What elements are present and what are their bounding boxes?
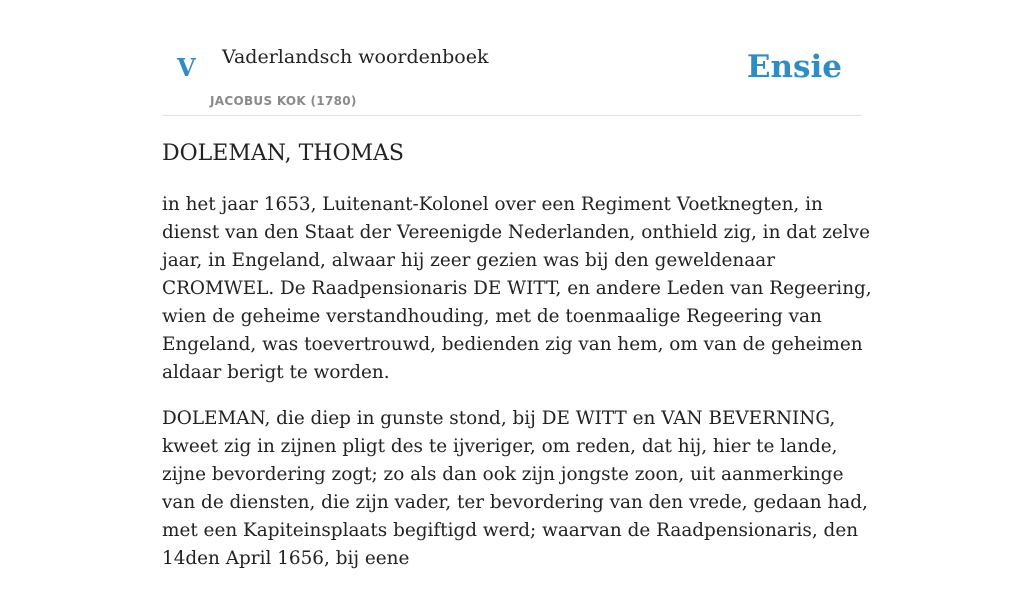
ensie-logo[interactable]: Ensie [746, 49, 842, 85]
entry-title: DOLEMAN, THOMAS [162, 141, 404, 166]
book-author: JACOBUS KOK (1780) [210, 94, 357, 108]
entry-paragraph: in het jaar 1653, Luitenant-Kolonel over een Regiment Voetknegten, in dienst van den Staat der Vereenigde Nederlanden, onthield zig, in dat zelve jaar, in Engeland, alwaar hij zeer gezien was bij den geweldenaar CROMWEL. De Raadpensionaris DE WITT, en andere Leden van Regeering, wien de geheime verstandhouding, met de toenmaalige Regeering van Engeland, was toevertrouwd, bedienden zig van hem, om van de geheimen aldaar berigt te worden. [162, 193, 872, 383]
entry-content [162, 140, 872, 591]
book-letter-icon[interactable]: V [177, 53, 196, 82]
entry-paragraph: DOLEMAN, die diep in gunste stond, bij DE WITT en VAN BEVERNING, kweet zig in zijnen pligt des te ijveriger, om reden, dat hij, hier te lande, zijne bevordering zogt; zo als dan ook zijn jongste zoon, uit aanmerkinge van de diensten, die zijn vader, ter bevordering van den vrede, gedaan had, met een Kapiteinsplaats begiftigd werd; waarvan de Raadpensionaris, den 14den April 1656, bij eene [162, 407, 868, 569]
book-title[interactable]: Vaderlandsch woordenboek [222, 46, 489, 68]
page-header [162, 0, 862, 116]
